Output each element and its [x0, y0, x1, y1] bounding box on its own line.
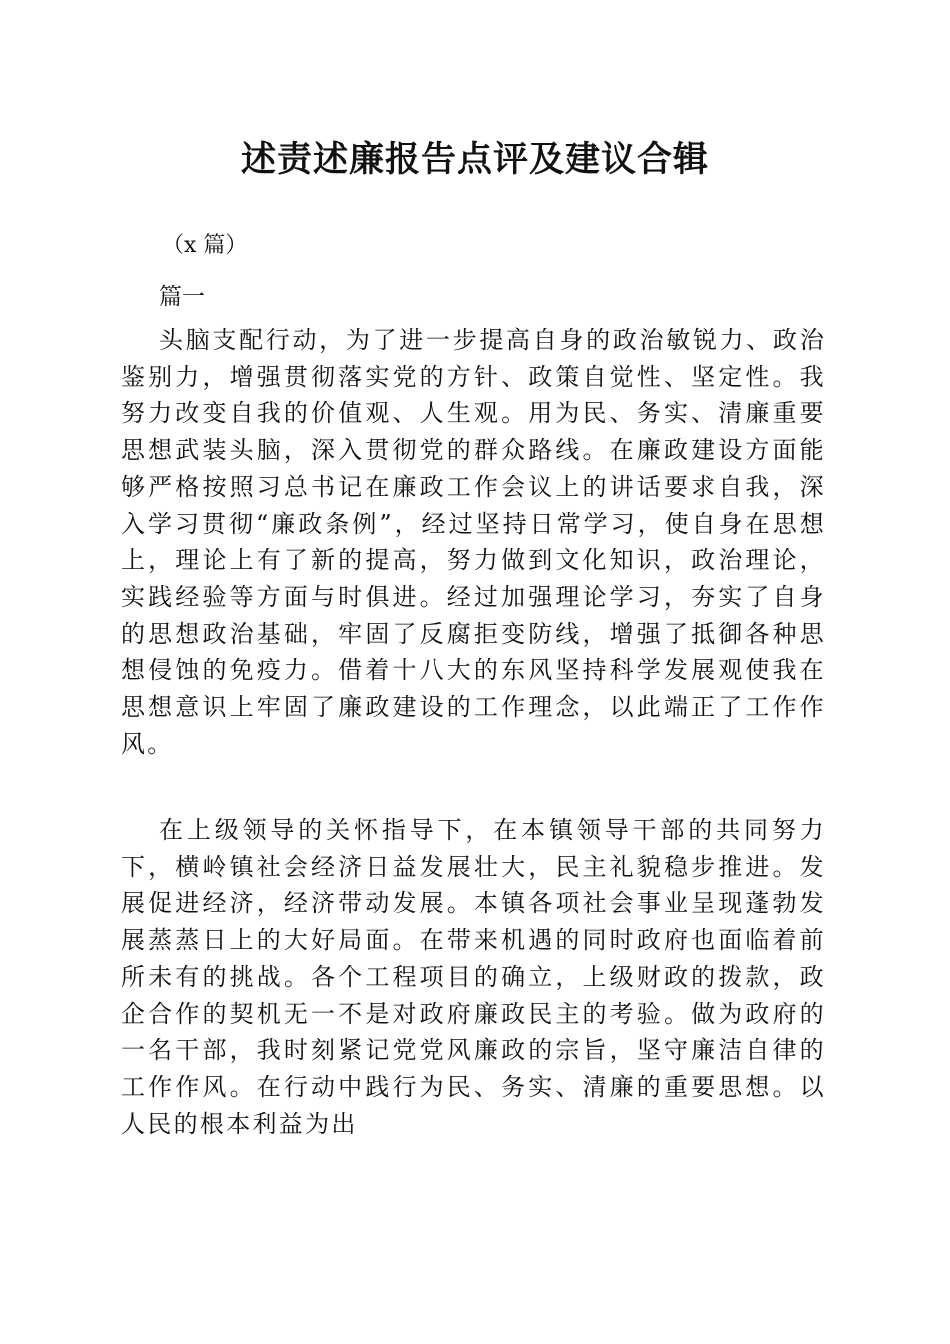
document-title: 述责述廉报告点评及建议合辑 [240, 139, 709, 180]
body-paragraph-1: 头脑支配行动，为了进一步提高自身的政治敏锐力、政治鉴别力，增强贯彻落实党的方针、政策自觉性、坚定性。我努力改变自我的价值观、人生观。用为民、务实、清廉重要思想武装头脑，深入贯彻党的群众路线。在廉政建设方面能够严格按照习总书记在廉政工作会议上的讲话要求自我，深入学习贯彻“廉政条例”，经过坚持日常学习，使自身在思想上，理论上有了新的提高，努力做到文化知识，政治理论，实践经验等方面与时俱进。经过加强理论学习，夯实了自身的思想政治基础，牢固了反腐拒变防线，增强了抵御各种思想侵蚀的免疫力。借着十八大的东风坚持科学发展观使我在思想意识上牢固了廉政建设的工作理念，以此端正了工作作风。 [121, 326, 826, 758]
section-label: 篇一 [159, 284, 205, 310]
document-subtitle: （x 篇） [162, 233, 248, 258]
body-paragraph-2: 在上级领导的关怀指导下，在本镇领导干部的共同努力下，横岭镇社会经济日益发展壮大，民主礼貌稳步推进。发展促进经济，经济带动发展。本镇各项社会事业呈现蓬勃发展蒸蒸日上的大好局面。在带来机遇的同时政府也面临着前所未有的挑战。各个工程项目的确立，上级财政的拨款，政企合作的契机无一不是对政府廉政民主的考验。做为政府的一名干部，我时刻紧记党党风廉政的宗旨，坚守廉洁自律的工作作风。在行动中践行为民、务实、清廉的重要思想。以人民的根本利益为出 [121, 816, 826, 1138]
